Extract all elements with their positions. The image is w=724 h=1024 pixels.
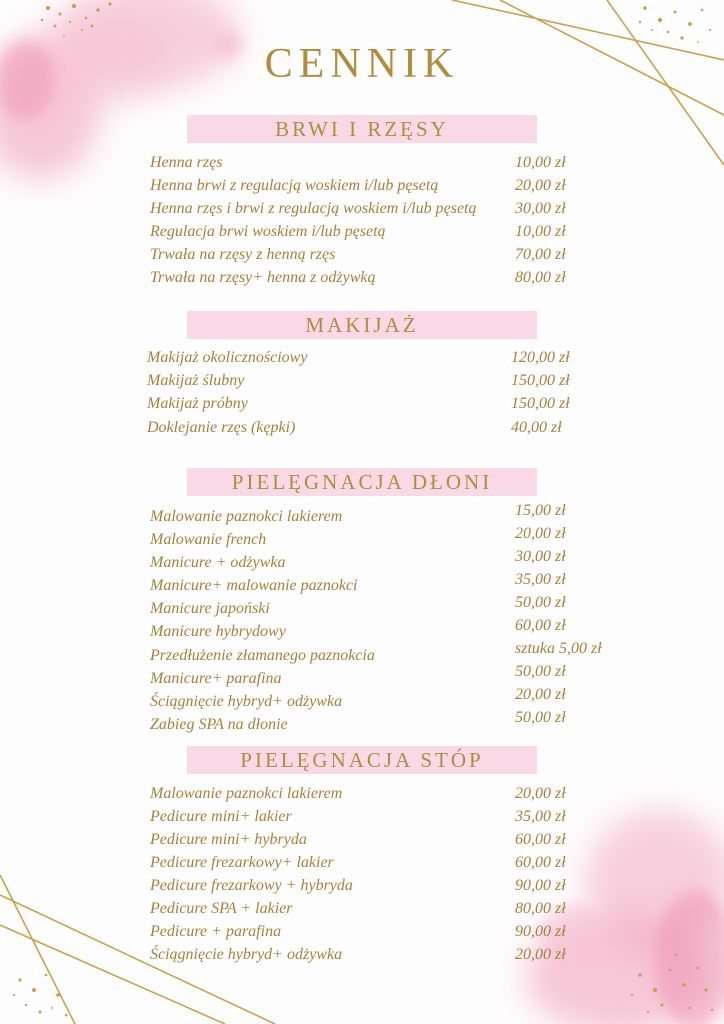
section-header-hand-care: PIELĘGNACJA DŁONI xyxy=(187,468,537,496)
service-name: Pedicure mini+ lakier xyxy=(150,808,292,825)
service-price: 50,00 zł xyxy=(515,663,566,680)
service-name: Makijaż okolicznościowy xyxy=(147,349,308,366)
service-name: Malowanie paznokci lakierem xyxy=(150,508,343,525)
service-price: 20,00 zł xyxy=(515,525,566,542)
service-price: 10,00 zł xyxy=(515,223,566,240)
service-name: Pedicure frezarkowy + hybryda xyxy=(150,877,353,894)
section-header-makeup: MAKIJAŻ xyxy=(187,311,537,339)
service-price: 150,00 zł xyxy=(511,395,570,412)
service-name: Henna brwi z regulacją woskiem i/lub pęsetą xyxy=(150,177,439,194)
service-price: 50,00 zł xyxy=(515,594,566,611)
service-name: Pedicure mini+ hybryda xyxy=(150,831,307,848)
service-name: Zabieg SPA na dłonie xyxy=(150,716,288,733)
service-price: sztuka 5,00 zł xyxy=(515,640,602,657)
service-price: 60,00 zł xyxy=(515,854,566,871)
service-name: Henna rzęs xyxy=(150,154,223,171)
service-price: 30,00 zł xyxy=(515,200,566,217)
service-name: Makijaż próbny xyxy=(147,395,248,412)
service-name: Ściągnięcie hybryd+ odżywka xyxy=(150,693,343,710)
service-price: 20,00 zł xyxy=(515,686,566,703)
service-name: Malowanie french xyxy=(150,531,267,548)
service-price: 15,00 zł xyxy=(515,502,566,519)
service-price: 10,00 zł xyxy=(515,154,566,171)
service-name: Malowanie paznokci lakierem xyxy=(150,785,343,802)
service-price: 30,00 zł xyxy=(515,548,566,565)
service-name: Pedicure frezarkowy+ lakier xyxy=(150,854,334,871)
service-price: 150,00 zł xyxy=(511,372,570,389)
service-price: 90,00 zł xyxy=(515,923,566,940)
service-price: 35,00 zł xyxy=(515,808,566,825)
service-price: 50,00 zł xyxy=(515,709,566,726)
service-price: 60,00 zł xyxy=(515,617,566,634)
section-header-foot-care: PIELĘGNACJA STÓP xyxy=(187,746,537,774)
service-name: Przedłużenie złamanego paznokcia xyxy=(150,647,375,664)
service-name: Regulacja brwi woskiem i/lub pęsetą xyxy=(150,223,386,240)
service-name: Ściągnięcie hybryd+ odżywka xyxy=(150,946,343,963)
page-title: CENNIK xyxy=(264,41,460,87)
service-name: Trwała na rzęsy z henną rzęs xyxy=(150,246,336,263)
service-name: Pedicure SPA + lakier xyxy=(150,900,293,917)
service-name: Manicure hybrydowy xyxy=(150,623,286,640)
service-name: Pedicure + parafina xyxy=(150,923,282,940)
service-price: 120,00 zł xyxy=(511,349,570,366)
service-name: Manicure japoński xyxy=(150,600,270,617)
service-price: 90,00 zł xyxy=(515,877,566,894)
service-name: Doklejanie rzęs (kępki) xyxy=(147,419,296,436)
service-name: Manicure+ malowanie paznokci xyxy=(150,577,358,594)
service-price: 60,00 zł xyxy=(515,831,566,848)
service-name: Manicure+ parafina xyxy=(150,670,282,687)
service-name: Makijaż ślubny xyxy=(147,372,245,389)
service-price: 20,00 zł xyxy=(515,785,566,802)
service-price: 20,00 zł xyxy=(515,946,566,963)
service-price: 40,00 zł xyxy=(511,419,562,436)
service-name: Henna rzęs i brwi z regulacją woskiem i/lub pęsetą xyxy=(150,200,477,217)
service-price: 20,00 zł xyxy=(515,177,566,194)
service-price: 80,00 zł xyxy=(515,269,566,286)
section-header-brows-lashes: BRWI I RZĘSY xyxy=(187,115,537,143)
service-price: 80,00 zł xyxy=(515,900,566,917)
service-name: Trwała na rzęsy+ henna z odżywką xyxy=(150,269,376,286)
service-price: 35,00 zł xyxy=(515,571,566,588)
service-price: 70,00 zł xyxy=(515,246,566,263)
service-name: Manicure + odżywka xyxy=(150,554,286,571)
